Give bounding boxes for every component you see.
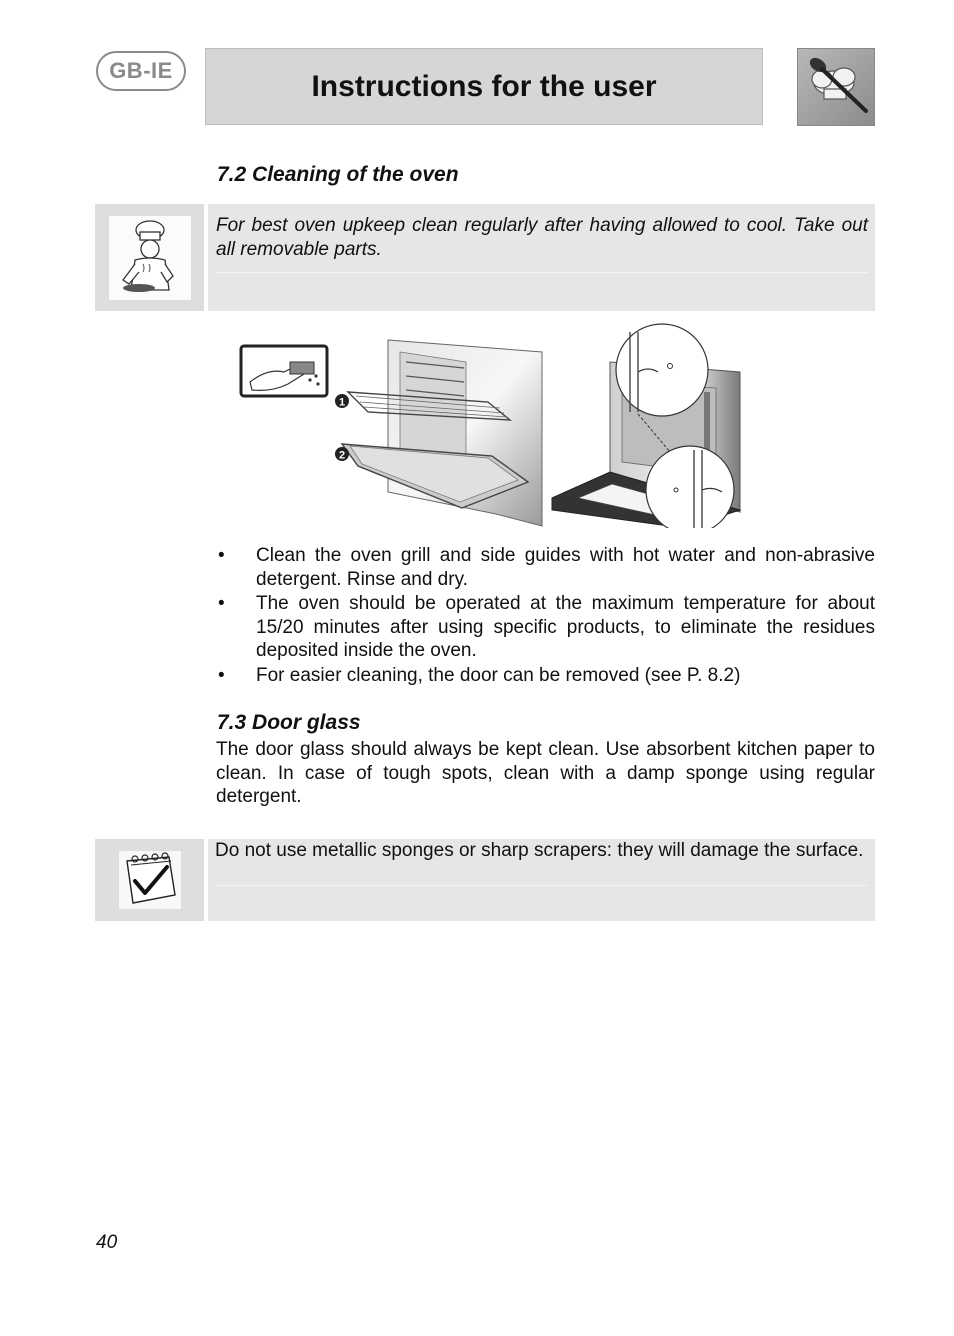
chef-cooking-icon [109, 216, 191, 300]
callout-2 [335, 447, 349, 462]
cleaning-bullet-list [216, 544, 875, 688]
bullet-symbol: • [218, 545, 225, 566]
notepad-check-icon [119, 851, 181, 909]
section-heading-7-3: 7.3 Door glass [217, 711, 361, 734]
note-icon-cell [95, 204, 204, 311]
note-icon-cell [95, 839, 204, 921]
header-title-bar [205, 48, 763, 125]
callout-1-label: 1 [338, 396, 346, 409]
sponge-hand-icon [241, 346, 327, 396]
list-item: • For easier cleaning, the door can be removed (see P. 8.2) [218, 664, 741, 686]
note-divider [215, 885, 867, 886]
bullet-symbol: • [218, 664, 225, 686]
note-text: For best oven upkeep clean regularly after having allowed to cool. Take out all removable parts. [216, 215, 868, 260]
note-divider [216, 272, 868, 273]
warning-note-text: Do not use metallic sponges or sharp scrapers: they will damage the surface. [215, 840, 864, 861]
oven-door-illustration [552, 324, 740, 528]
oven-cleaning-figure [238, 322, 742, 528]
oven-interior-illustration [342, 340, 542, 526]
page-number: 40 [96, 1232, 118, 1253]
door-glass-paragraph: The door glass should always be kept clean. Use absorbent kitchen paper to clean. In case of tough spots, clean with a damp sponge using regular detergent. [216, 739, 875, 807]
section-heading-7-2: 7.2 Cleaning of the oven [217, 163, 459, 186]
note-box [208, 204, 875, 311]
page-title: Instructions for the user [311, 69, 657, 103]
callout-2-label: 2 [338, 449, 346, 462]
list-item: • Clean the oven grill and side guides with hot water and non-abrasive detergent. Rinse and dry. [218, 545, 875, 590]
language-badge: GB-IE [96, 51, 186, 91]
bullet-symbol: • [218, 593, 225, 614]
chef-hat-spoon-icon [797, 48, 875, 126]
callout-1 [335, 394, 349, 409]
warning-note-box [208, 839, 875, 921]
list-item: • The oven should be operated at the maximum temperature for about 15/20 minutes after using specific products, to eliminate the residues deposited inside the oven. [218, 593, 875, 661]
